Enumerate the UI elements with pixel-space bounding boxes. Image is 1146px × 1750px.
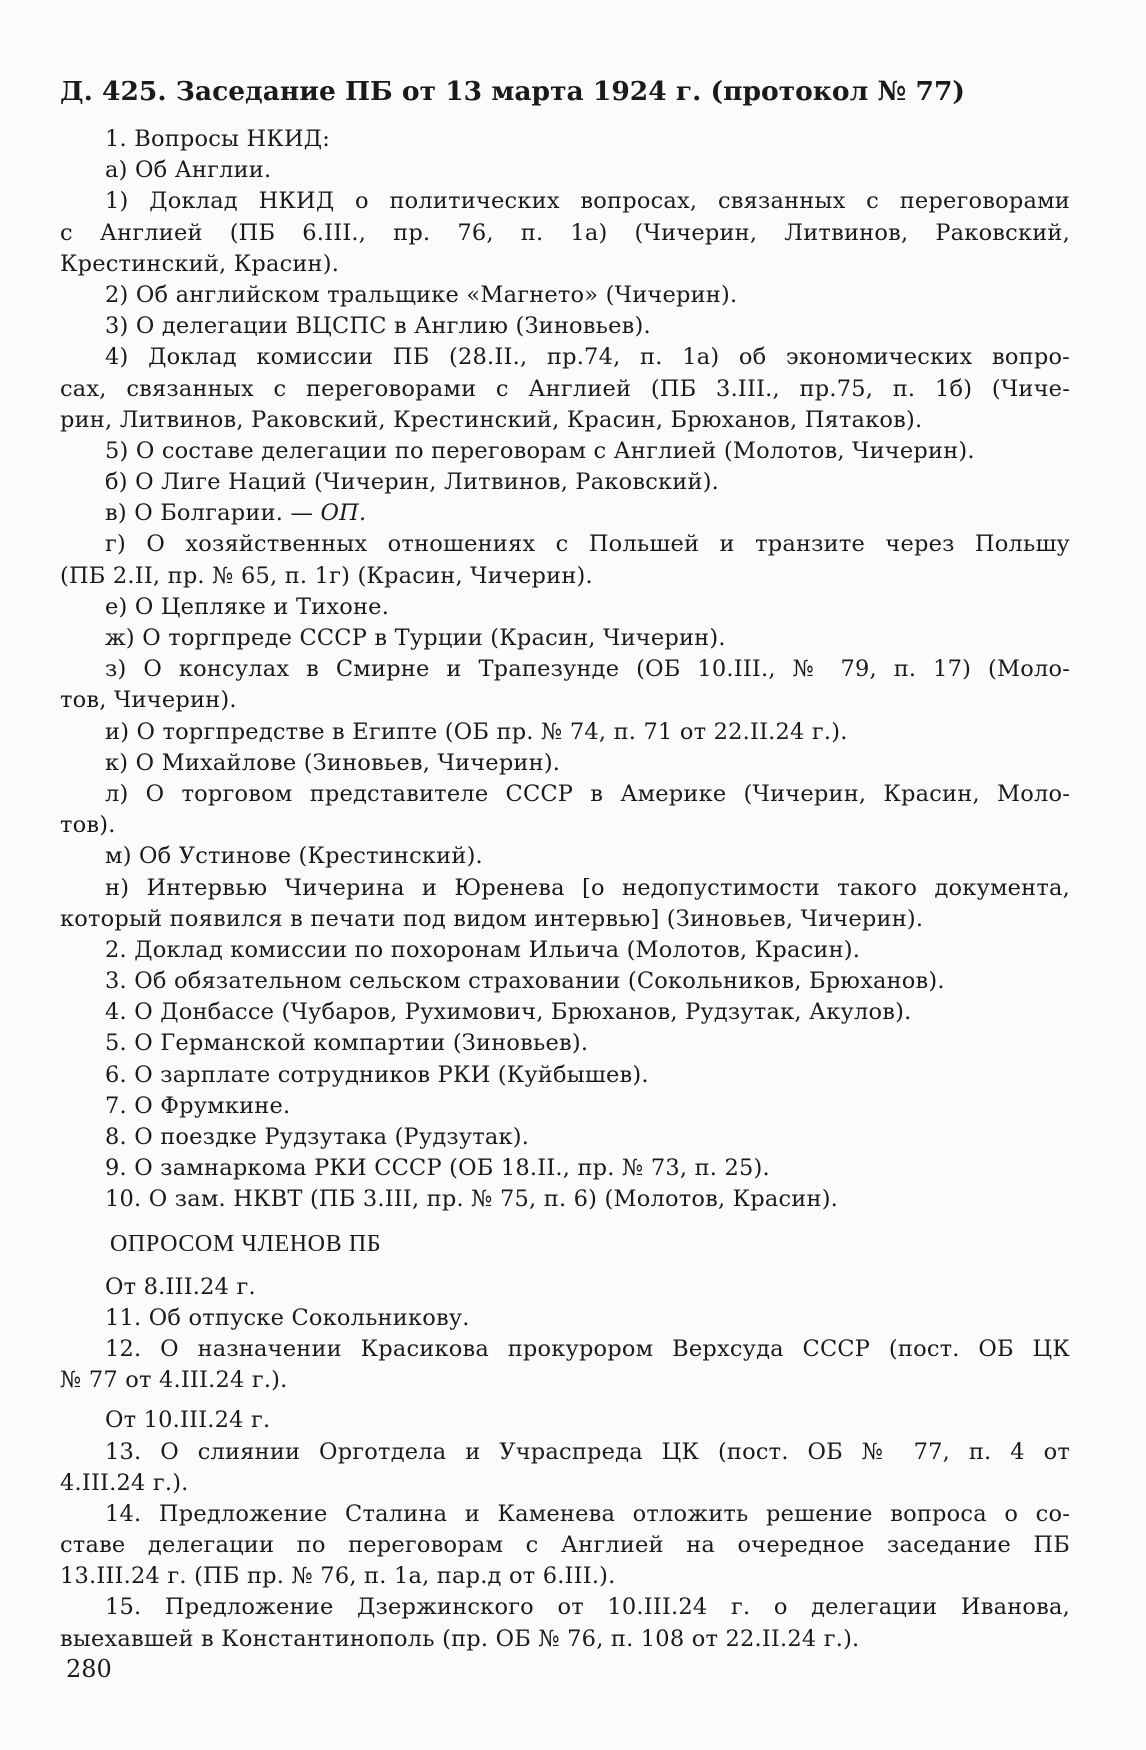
agenda-line: 3. Об обязательном сельском страховании (Сокольников, Брюханов).	[105, 968, 945, 995]
section-heading: ОПРОСОМ ЧЛЕНОВ ПБ	[110, 1230, 382, 1257]
agenda-line: 5. О Германской компартии (Зиновьев).	[105, 1030, 589, 1057]
agenda-part-2	[60, 529, 1070, 1215]
agenda-line: н) Интервью Чичерина и Юренева [о недопустимости такого документа,	[105, 874, 1070, 901]
bulgaria-op-abbrev: ОП.	[320, 500, 367, 527]
document-title: Д. 425. Заседание ПБ от 13 марта 1924 г. (протокол № 77)	[60, 76, 965, 107]
agenda-line: № 77 от 4.III.24 г.).	[60, 1367, 288, 1394]
agenda-part-3	[60, 1272, 1070, 1397]
date-subheading: От 10.III.24 г.	[105, 1407, 271, 1434]
agenda-line: 1. Вопросы НКИД:	[105, 126, 331, 152]
agenda-line: 13. О слиянии Орготдела и Учраспреда ЦК (пост. ОБ № 77, п. 4 от	[105, 1438, 1070, 1465]
agenda-line: м) Об Устинове (Крестинский).	[105, 843, 483, 870]
agenda-line: сах, связанных с переговорами с Англией (ПБ 3.III., пр.75, п. 1б) (Чиче-	[60, 375, 1070, 402]
agenda-line: 4) Доклад комиссии ПБ (28.II., пр.74, п. 1а) об экономических вопро-	[105, 344, 1070, 371]
agenda-line: 2. Доклад комиссии по похоронам Ильича (Молотов, Красин).	[105, 936, 861, 963]
agenda-line: г) О хозяйственных отношениях с Польшей и транзите через Польшу	[105, 531, 1070, 558]
date-subheading: От 8.III.24 г.	[105, 1273, 256, 1300]
agenda-line: 8. О поездке Рудзутака (Рудзутак).	[105, 1124, 530, 1150]
agenda-line: 6. О зарплате сотрудников РКИ (Куйбышев).	[105, 1061, 649, 1088]
agenda-line: который появился в печати под видом интервью] (Зиновьев, Чичерин).	[60, 905, 924, 932]
agenda-line: 2) Об английском тральщике «Магнето» (Чичерин).	[105, 281, 738, 308]
agenda-line-bulgaria	[60, 498, 1070, 529]
agenda-line: рин, Литвинов, Раковский, Крестинский, Красин, Брюханов, Пятаков).	[60, 406, 923, 433]
agenda-line: тов, Чичерин).	[60, 687, 237, 714]
agenda-line: 15. Предложение Дзержинского от 10.III.24 г. о делегации Иванова,	[105, 1594, 1070, 1621]
agenda-line: 9. О замнаркома РКИ СССР (ОБ 18.II., пр. № 73, п. 25).	[105, 1155, 770, 1182]
agenda-line: выехавшей в Константинополь (пр. ОБ № 76, п. 108 от 22.II.24 г.).	[60, 1625, 860, 1652]
bulgaria-text: в) О Болгарии. —	[105, 500, 321, 527]
agenda-line: 12. О назначении Красикова прокурором Верхсуда СССР (пост. ОБ ЦК	[105, 1335, 1070, 1362]
agenda-line: е) О Цепляке и Тихоне.	[105, 593, 390, 620]
agenda-line: л) О торговом представителе СССР в Америке (Чичерин, Красин, Моло-	[105, 780, 1070, 807]
agenda-line: Крестинский, Красин).	[60, 250, 340, 277]
agenda-line: 5) О составе делегации по переговорам с Англией (Молотов, Чичерин).	[105, 437, 975, 464]
agenda-line: ставе делегации по переговорам с Англией на очередное заседание ПБ	[60, 1532, 1070, 1559]
agenda-line: и) О торгпредстве в Египте (ОБ пр. № 74, п. 71 от 22.II.24 г.).	[105, 718, 848, 745]
agenda-line: 3) О делегации ВЦСПС в Англию (Зиновьев).	[105, 313, 651, 340]
agenda-line: 11. Об отпуске Сокольникову.	[105, 1304, 470, 1331]
agenda-line: 4.III.24 г.).	[60, 1469, 189, 1496]
agenda-line: 13.III.24 г. (ПБ пр. № 76, п. 1а, пар.д от 6.III.).	[60, 1563, 616, 1590]
document-page	[60, 74, 1070, 1655]
agenda-line: а) Об Англии.	[105, 157, 272, 184]
agenda-line: 14. Предложение Сталина и Каменева отложить решение вопроса о со-	[105, 1500, 1070, 1527]
agenda-line: 7. О Фрумкине.	[105, 1092, 291, 1119]
agenda-part-4	[60, 1405, 1070, 1655]
agenda-line: с Англией (ПБ 6.III., пр. 76, п. 1а) (Чичерин, Литвинов, Раковский,	[60, 219, 1070, 246]
agenda-line: (ПБ 2.II, пр. № 65, п. 1г) (Красин, Чичерин).	[60, 562, 593, 589]
agenda-line: 4. О Донбассе (Чубаров, Рухимович, Брюханов, Рудзутак, Акулов).	[105, 999, 912, 1026]
agenda-part-1	[60, 124, 1070, 529]
agenda-line: к) О Михайлове (Зиновьев, Чичерин).	[105, 749, 561, 776]
agenda-line: тов).	[60, 812, 116, 839]
page-number: 280	[66, 1655, 112, 1683]
agenda-line: 1) Доклад НКИД о политических вопросах, связанных с переговорами	[105, 188, 1070, 215]
agenda-line: б) О Лиге Наций (Чичерин, Литвинов, Раковский).	[105, 469, 720, 496]
agenda-line: з) О консулах в Смирне и Трапезунде (ОБ 10.III., № 79, п. 17) (Моло-	[105, 656, 1070, 683]
agenda-line: 10. О зам. НКВТ (ПБ 3.III, пр. № 75, п. 6) (Молотов, Красин).	[105, 1186, 839, 1213]
agenda-line: ж) О торгпреде СССР в Турции (Красин, Чичерин).	[105, 625, 726, 651]
